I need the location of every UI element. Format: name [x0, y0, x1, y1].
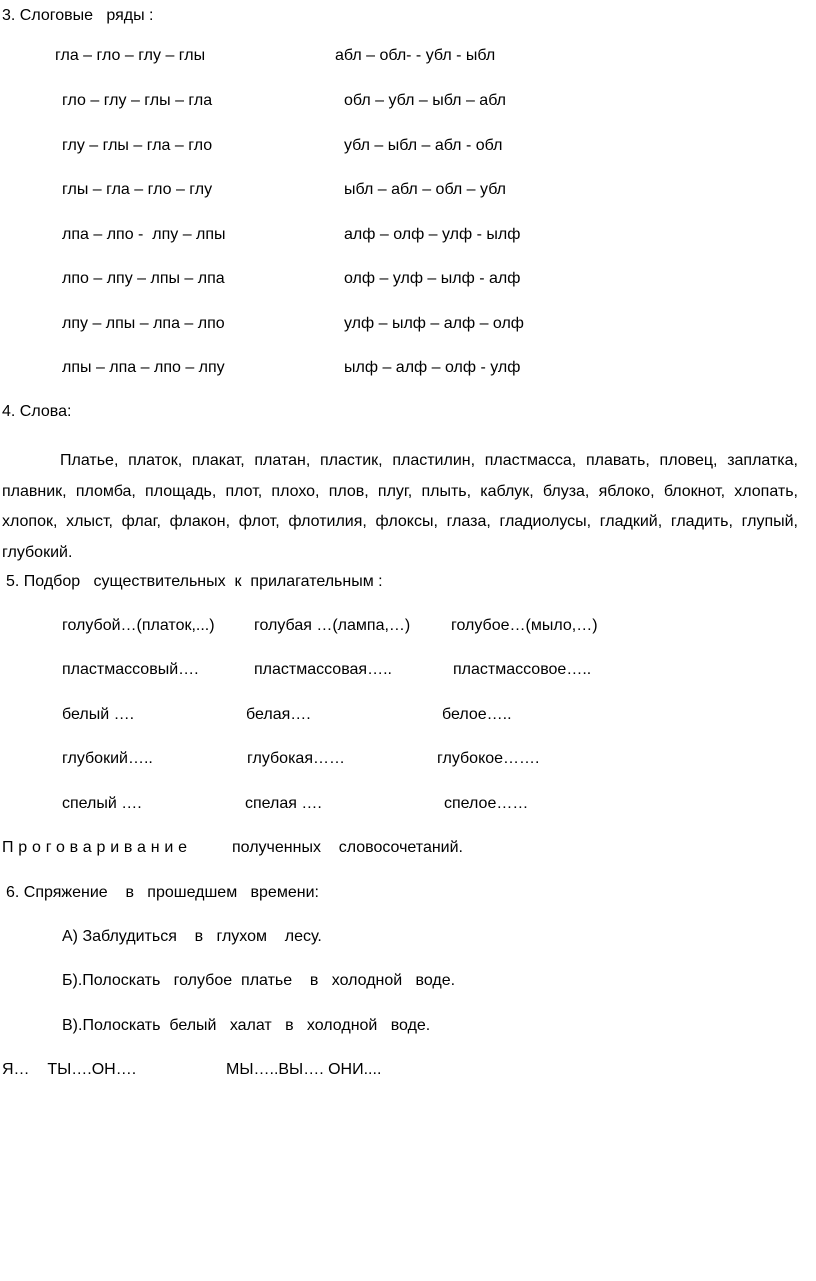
pronouns-singular: Я… ТЫ….ОН….	[2, 1061, 137, 1078]
syllable-row: улф – ылф – алф – олф	[344, 315, 524, 332]
adjective-cell: голубая …(лампа,…)	[254, 617, 411, 634]
adjective-cell: спелый ….	[62, 795, 142, 812]
syllable-row: лпы – лпа – лпо – лпу	[62, 359, 225, 376]
syllable-row: олф – улф – ылф - алф	[344, 270, 521, 287]
section-3-heading: 3. Слоговые ряды :	[2, 7, 154, 24]
syllable-row: обл – убл – ыбл – абл	[344, 92, 506, 109]
adjective-cell: пластмассовый….	[62, 661, 199, 678]
adjective-cell: белая….	[246, 706, 311, 723]
section-6-heading: 6. Спряжение в прошедшем времени:	[6, 884, 319, 901]
syllable-row: убл – ыбл – абл - обл	[344, 137, 503, 154]
syllable-row: ылф – алф – олф - улф	[344, 359, 521, 376]
sentence-item: А) Заблудиться в глухом лесу.	[62, 928, 322, 945]
adjective-cell: спелое……	[444, 795, 529, 812]
adjective-cell: глубокая……	[247, 750, 345, 767]
section-4-heading: 4. Слова:	[2, 403, 72, 420]
adjective-cell: глубокое…….	[437, 750, 540, 767]
syllable-row: глу – глы – гла – гло	[62, 137, 213, 154]
sentence-item: В).Полоскать белый халат в холодной воде.	[62, 1017, 431, 1034]
section-5-heading: 5. Подбор существительных к прилагательным :	[6, 573, 383, 590]
adjective-cell: голубой…(платок,...)	[62, 617, 215, 634]
syllable-row: лпо – лпу – лпы – лпа	[62, 270, 225, 287]
words-paragraph: Платье, платок, плакат, платан, пластик, пластилин, пластмасса, плавать, пловец, заплатка, плавник, пломба, площадь, плот, плохо, плов, плуг, плыть, каблук, блуза, яблоко, блокнот, хлопать, хлопок, хлыст, флаг, флакон, флот, флотилия, флоксы, глаза, гладиолусы, гладкий, гладить, глупый, глубокий.	[2, 452, 798, 561]
syllable-row: глы – гла – гло – глу	[62, 181, 213, 198]
pronunciation-note: полученных словосочетаний.	[232, 839, 463, 856]
syllable-row: лпу – лпы – лпа – лпо	[62, 315, 225, 332]
syllable-row: абл – обл- - убл - ыбл	[335, 47, 496, 64]
adjective-cell: пластмассовая…..	[254, 661, 392, 678]
syllable-row: гло – глу – глы – гла	[62, 92, 213, 109]
adjective-cell: белое…..	[442, 706, 512, 723]
syllable-row: ыбл – абл – обл – убл	[344, 181, 506, 198]
syllable-row: алф – олф – улф - ылф	[344, 226, 521, 243]
sentence-item: Б).Полоскать голубое платье в холодной воде.	[62, 972, 456, 989]
adjective-cell: голубое…(мыло,…)	[451, 617, 598, 634]
adjective-cell: спелая ….	[245, 795, 322, 812]
adjective-cell: белый ….	[62, 706, 135, 723]
adjective-cell: пластмассовое…..	[453, 661, 592, 678]
syllable-row: лпа – лпо - лпу – лпы	[62, 226, 226, 243]
adjective-cell: глубокий…..	[62, 750, 153, 767]
pronunciation-spaced-word: Проговаривание	[2, 839, 192, 856]
pronouns-plural: МЫ…..ВЫ…. ОНИ....	[226, 1061, 382, 1078]
syllable-row: гла – гло – глу – глы	[55, 47, 206, 64]
